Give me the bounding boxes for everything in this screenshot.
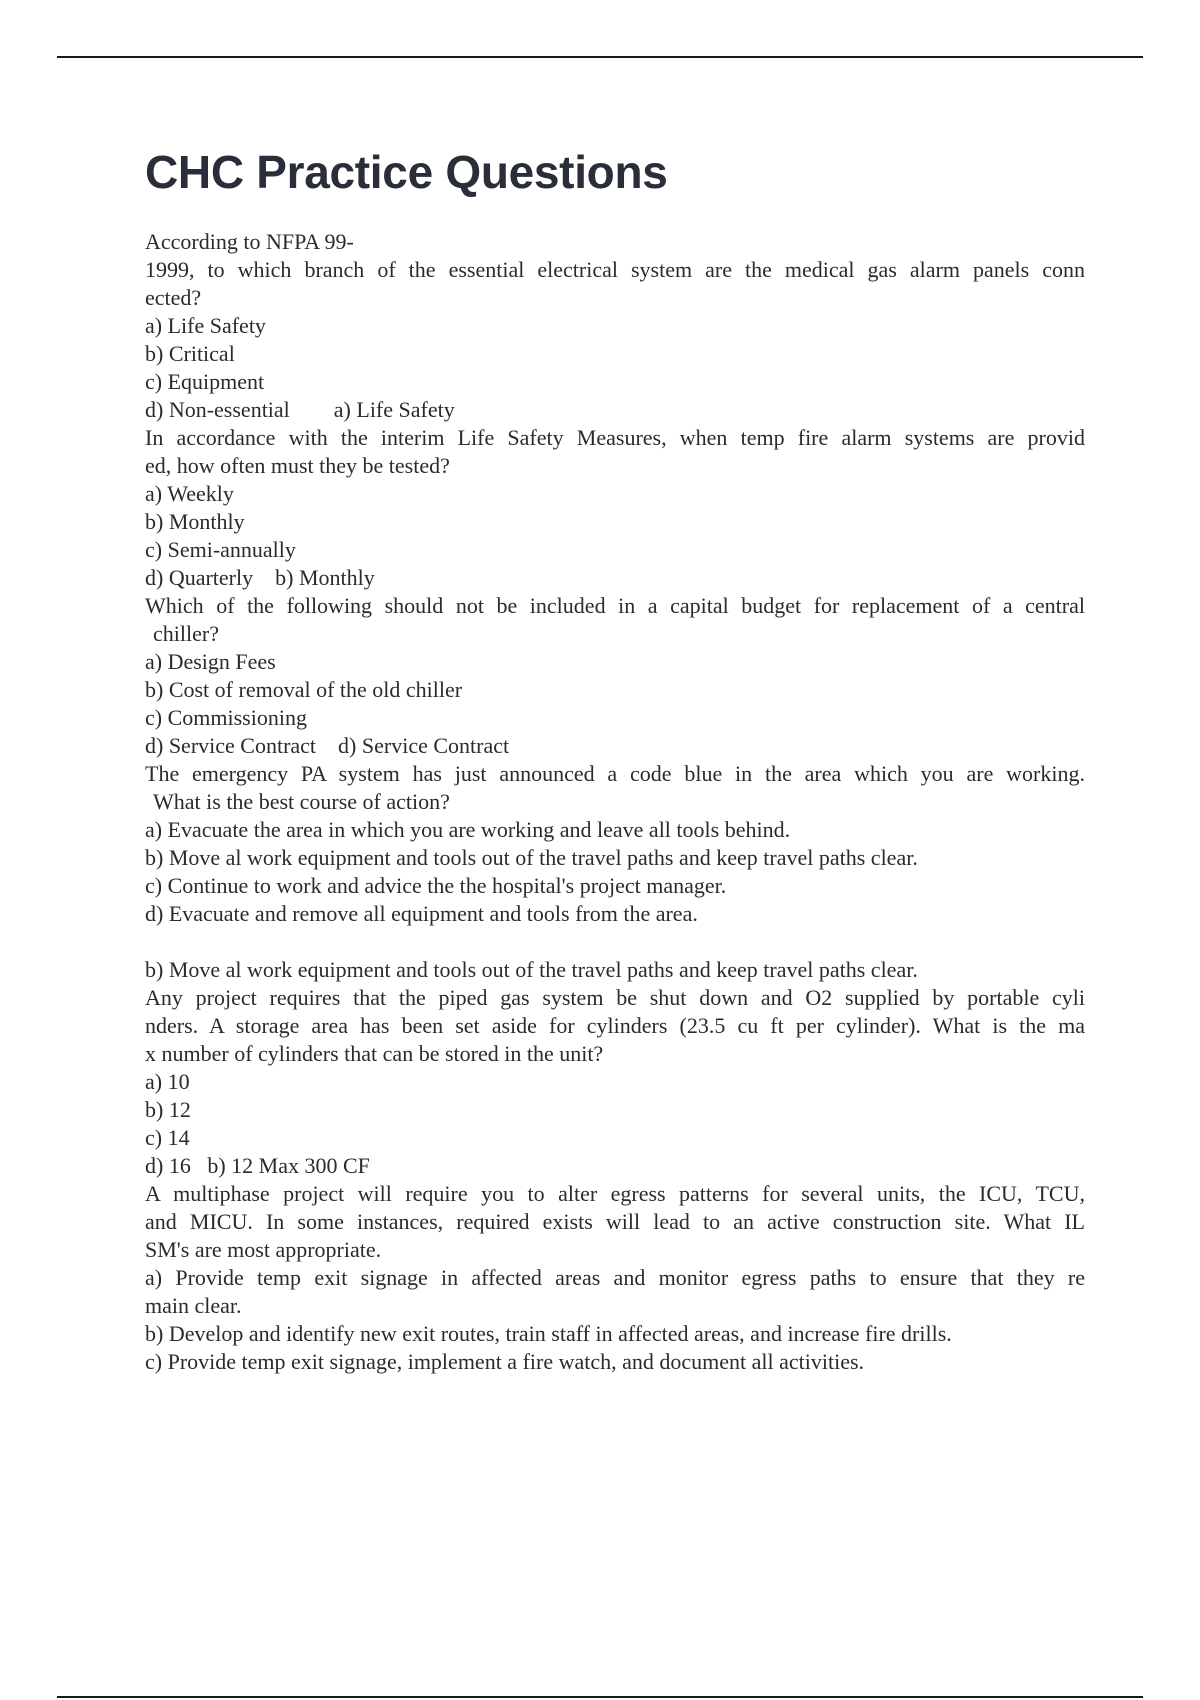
text-line: What is the best course of action? (153, 789, 450, 814)
text-line: chiller? (153, 621, 219, 646)
text-line: and MICU. In some instances, required exists will lead to an active construction site. What IL (145, 1209, 1085, 1234)
answer-option: c) Equipment (145, 369, 265, 394)
text-line: Which of the following should not be included in a capital budget for replacement of a central (145, 593, 1085, 618)
answer-option: a) 10 (145, 1069, 190, 1094)
text-line: A multiphase project will require you to alter egress patterns for several units, the ICU, TCU, (145, 1181, 1085, 1206)
answer-option: c) Continue to work and advice the the hospital's project manager. (145, 873, 727, 898)
answer-option: c) 14 (145, 1125, 190, 1150)
answer-option: b) 12 (145, 1097, 191, 1122)
text-line: ed, how often must they be tested? (145, 453, 450, 478)
answer-option: b) Cost of removal of the old chiller (145, 677, 463, 702)
answer-option: d) Evacuate and remove all equipment and tools from the area. (145, 901, 698, 926)
answer-option: c) Commissioning (145, 705, 307, 730)
text-line: According to NFPA 99- (145, 229, 354, 254)
bottom-rule (57, 1696, 1143, 1698)
answer-option: b) Develop and identify new exit routes, train staff in affected areas, and increase fire drills. (145, 1321, 952, 1346)
document-body (145, 228, 1085, 1376)
answer-option: a) Design Fees (145, 649, 276, 674)
page-title: CHC Practice Questions (145, 146, 668, 198)
text-line: The emergency PA system has just announced a code blue in the area which you are working. (145, 761, 1085, 786)
text-line: Any project requires that the piped gas system be shut down and O2 supplied by portable cyli (145, 985, 1085, 1010)
answer-option: b) Critical (145, 341, 235, 366)
text-line: nders. A storage area has been set aside for cylinders (23.5 cu ft per cylinder). What is the ma (145, 1013, 1085, 1038)
blank-line (145, 928, 1085, 956)
answer-option: a) Weekly (145, 481, 234, 506)
top-rule (57, 56, 1143, 58)
answer-option: d) 16 b) 12 Max 300 CF (145, 1153, 370, 1178)
answer-option: b) Monthly (145, 509, 245, 534)
answer-option: d) Quarterly b) Monthly (145, 565, 375, 590)
text-line: ected? (145, 285, 202, 310)
answer-option: d) Service Contract d) Service Contract (145, 733, 510, 758)
text-line: In accordance with the interim Life Safety Measures, when temp fire alarm systems are provid (145, 425, 1085, 450)
text-line: x number of cylinders that can be stored in the unit? (145, 1041, 604, 1066)
answer-option: a) Life Safety (145, 313, 266, 338)
text-line: 1999, to which branch of the essential electrical system are the medical gas alarm panels conn (145, 257, 1085, 282)
answer-line: b) Move al work equipment and tools out of the travel paths and keep travel paths clear. (145, 957, 918, 982)
answer-option: b) Move al work equipment and tools out of the travel paths and keep travel paths clear. (145, 845, 918, 870)
answer-option: c) Semi-annually (145, 537, 296, 562)
answer-option: d) Non-essential a) Life Safety (145, 397, 455, 422)
answer-option: c) Provide temp exit signage, implement a fire watch, and document all activities. (145, 1349, 865, 1374)
answer-option: main clear. (145, 1293, 242, 1318)
answer-option: a) Evacuate the area in which you are working and leave all tools behind. (145, 817, 791, 842)
answer-option: a) Provide temp exit signage in affected areas and monitor egress paths to ensure that they re (145, 1265, 1085, 1290)
text-line: SM's are most appropriate. (145, 1237, 382, 1262)
